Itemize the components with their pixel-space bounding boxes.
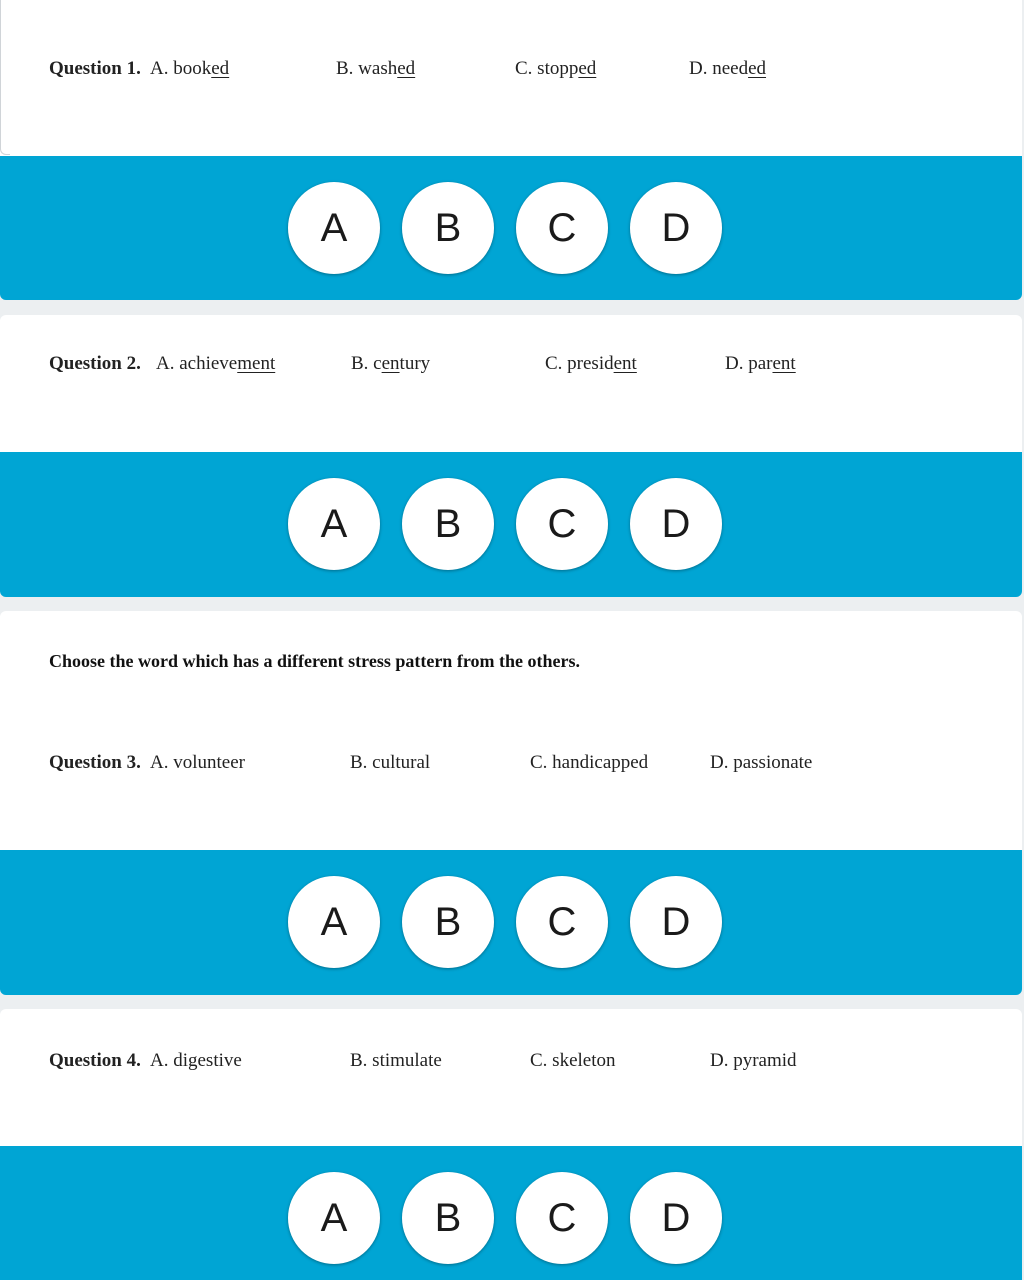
answer-button-a[interactable]: A (288, 876, 380, 968)
option-c-text: C. handicapped (530, 752, 649, 773)
question-card-2 (0, 315, 1022, 597)
question-area (0, 1009, 1022, 1146)
section-instruction: Choose the word which has a different stress pattern from the others. (49, 651, 580, 671)
question-area (0, 611, 1022, 850)
question-area (0, 315, 1022, 452)
option-d-text: D. needed (689, 58, 767, 79)
option-a-text: A. booked (150, 58, 230, 79)
option-a-text: A. achievement (156, 353, 276, 374)
answer-button-d[interactable]: D (630, 1172, 722, 1264)
option-b-text: B. century (351, 353, 431, 374)
question-label: Question 2. (49, 353, 141, 374)
question-label: Question 1. (49, 58, 141, 79)
answer-button-c[interactable]: C (516, 182, 608, 274)
question-label: Question 3. (49, 752, 141, 773)
option-a-text: A. digestive (150, 1050, 242, 1071)
option-b-text: B. stimulate (350, 1050, 442, 1071)
answer-button-b[interactable]: B (402, 876, 494, 968)
option-d-text: D. pyramid (710, 1050, 797, 1071)
answer-button-a[interactable]: A (288, 1172, 380, 1264)
answer-band (0, 1146, 1022, 1280)
question-label: Question 4. (49, 1050, 141, 1071)
question-card-4 (0, 1009, 1022, 1280)
option-d-text: D. passionate (710, 752, 813, 773)
option-d-text: D. parent (725, 353, 796, 374)
answer-band (0, 452, 1022, 597)
card-border (0, 0, 10, 155)
answer-button-c[interactable]: C (516, 876, 608, 968)
option-b-text: B. washed (336, 58, 416, 79)
answer-button-d[interactable]: D (630, 182, 722, 274)
answer-button-d[interactable]: D (630, 876, 722, 968)
answer-button-b[interactable]: B (402, 1172, 494, 1264)
answer-button-a[interactable]: A (288, 478, 380, 570)
answer-button-b[interactable]: B (402, 478, 494, 570)
answer-button-c[interactable]: C (516, 478, 608, 570)
answer-button-a[interactable]: A (288, 182, 380, 274)
answer-button-d[interactable]: D (630, 478, 722, 570)
option-c-text: C. skeleton (530, 1050, 616, 1071)
option-b-text: B. cultural (350, 752, 431, 773)
option-a-text: A. volunteer (150, 752, 245, 773)
answer-button-b[interactable]: B (402, 182, 494, 274)
answer-band (0, 156, 1022, 300)
question-card-3 (0, 611, 1022, 995)
option-c-text: C. stopped (515, 58, 597, 79)
question-card-1 (0, 0, 1022, 300)
answer-button-c[interactable]: C (516, 1172, 608, 1264)
answer-band (0, 850, 1022, 995)
option-c-text: C. president (545, 353, 637, 374)
